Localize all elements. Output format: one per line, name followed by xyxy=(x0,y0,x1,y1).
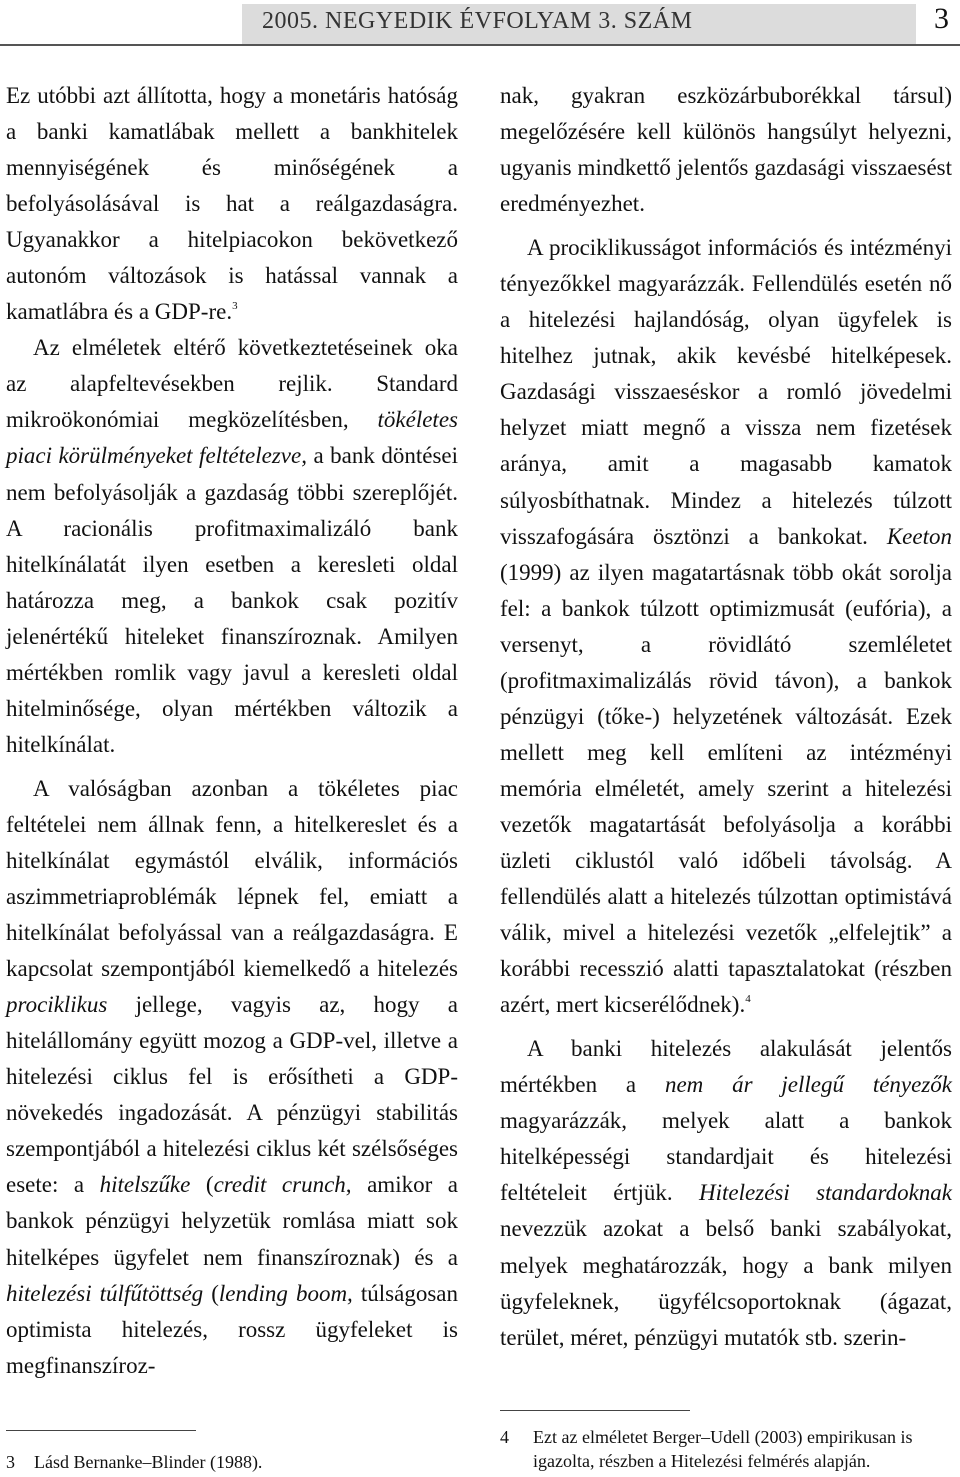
paragraph: Ez utóbbi azt állította, hogy a monetáris hatóság a banki kamatlábak mellett a bankhitelek mennyiségének és minőségének a befolyásolásával is hat a reálgazdaságra. Ugyanakkor a hitelpiacokon bekövetkező autonóm változások is hatással vannak a kamatlábra és a GDP-re.$^3$ xyxy=(6,83,458,325)
running-header-title: 2005. NEGYEDIK ÉVFOLYAM 3. SZÁM xyxy=(262,8,693,34)
paragraph: Az elméletek eltérő következtetéseinek oka az alapfeltevésekben rejlik. Standard mikroökonómiai megközelítésben, tökéletes piaci körülményeket feltételezve, a bank döntései nem befolyásolják a gazdaság többi szereplőjét. A racionális profitmaximalizáló bank hitelkínálatát ilyen esetben a keresleti oldal határozza meg, a bankok csak pozitív jelenértékű hiteleket finanszíroznak. Amilyen mértékben romlik vagy javul a keresleti oldal hitelminősége, olyan mértékben változik a hitelkínálat. xyxy=(6,335,458,757)
footnote-left xyxy=(6,1450,458,1474)
left-column xyxy=(6,78,458,1384)
footnote-ref: 3 xyxy=(232,300,238,313)
paragraph: nak, gyakran eszközárbuborékkal társul) megelőzésére kell különös hangsúlyt helyezni, ugyanis mindkettő jelentős gazdasági visszaesést eredményezhet. xyxy=(500,83,952,217)
footnote-text: Lásd Bernanke–Blinder (1988). xyxy=(34,1452,263,1472)
footnote-number: 3 xyxy=(6,1452,15,1472)
paragraph: A prociklikusságot információs és intézményi tényezőkkel magyarázzák. Fellendülés esetén nő a hitelezési hajlandóság, olyan ügyfelek is hitelhez jutnak, akik kevésbé hitelképesek. Gazdasági visszaeséskor a romló jövedelmi helyzet miatt megnő a vissza nem fizetések aránya, amit a magasabb kamatok súlyosbíthatnak. Mindez a hitelezés túlzott visszafogására ösztönzi a bankokat. Keeton (1999) az ilyen magatartásnak több okát sorolja fel: a bankok túlzott optimizmusát (eufória), a versenyt, a rövidlátó szemléletet (profitmaximalizálás rövid távon), a bankok pénzügyi (tőke-) helyzetének változását. Ezek mellett meg kell említeni az intézményi memória elméletét, amely szerint a hitelezési vezetők magatartását befolyásolja a korábbi üzleti ciklustól való időbeli távolság. A fellendülés alatt a hitelezés túlzottan optimistává válik, mivel a hitelezési vezetők „elfelejtik” a korábbi recesszió alatti tapasztalatokat (részben azért, mert kicserélődnek).$^4$ xyxy=(500,235,952,1018)
footnote-rule xyxy=(500,1410,690,1411)
right-column xyxy=(500,78,952,1356)
footnote-right xyxy=(500,1425,956,1471)
paragraph: A valóságban azonban a tökéletes piac feltételei nem állnak fenn, a hitelkereslet és a hitelkínálat egymástól elválik, információs aszimmetriaproblémák lépnek fel, emiatt a hitelkínálat befolyással van a reálgazdaságra. E kapcsolat szempontjából kiemelkedő a hitelezés prociklikus jellege, vagyis az, hogy a hitelállomány együtt mozog a GDP-vel, illetve a hitelezési ciklus fel is erősítheti a GDP-növekedés ingadozását. A pénzügyi stabilitás szempontjából a hitelezési ciklus két szélsőséges esete: a hitelszűke (credit crunch, amikor a bankok pénzügyi helyzetük romlása miatt sok hitelképes ügyfelet nem finanszíroznak) és a hitelezési túlfűtöttség (lending boom, túlságosan optimista hitelezés, rossz ügyfeleket is megfinanszíroz- xyxy=(6,775,458,1378)
paragraph: A banki hitelezés alakulását jelentős mértékben a nem ár jellegű tényezők magyarázzák, melyek alatt a bankok hitelképességi standardjait és hitelezési feltételeit értjük. Hitelezési standardoknak nevezzük azokat a belső banki szabályokat, melyek meghatározzák, hogy a bank milyen ügyfeleknek, ügyfélcsoportoknak (ágazat, terület, méret, pénzügyi mutatók stb. szerin- xyxy=(500,1036,953,1350)
page-number: 3 xyxy=(934,2,949,35)
footnote-ref: 4 xyxy=(745,993,751,1006)
header-rule xyxy=(0,44,960,46)
footnote-text: Ezt az elméletet Berger–Udell (2003) empirikusan is igazolta, részben a Hitelezési felmérés alapján. xyxy=(533,1427,913,1471)
footnote-number: 4 xyxy=(500,1427,509,1447)
footnote-rule xyxy=(6,1430,196,1431)
